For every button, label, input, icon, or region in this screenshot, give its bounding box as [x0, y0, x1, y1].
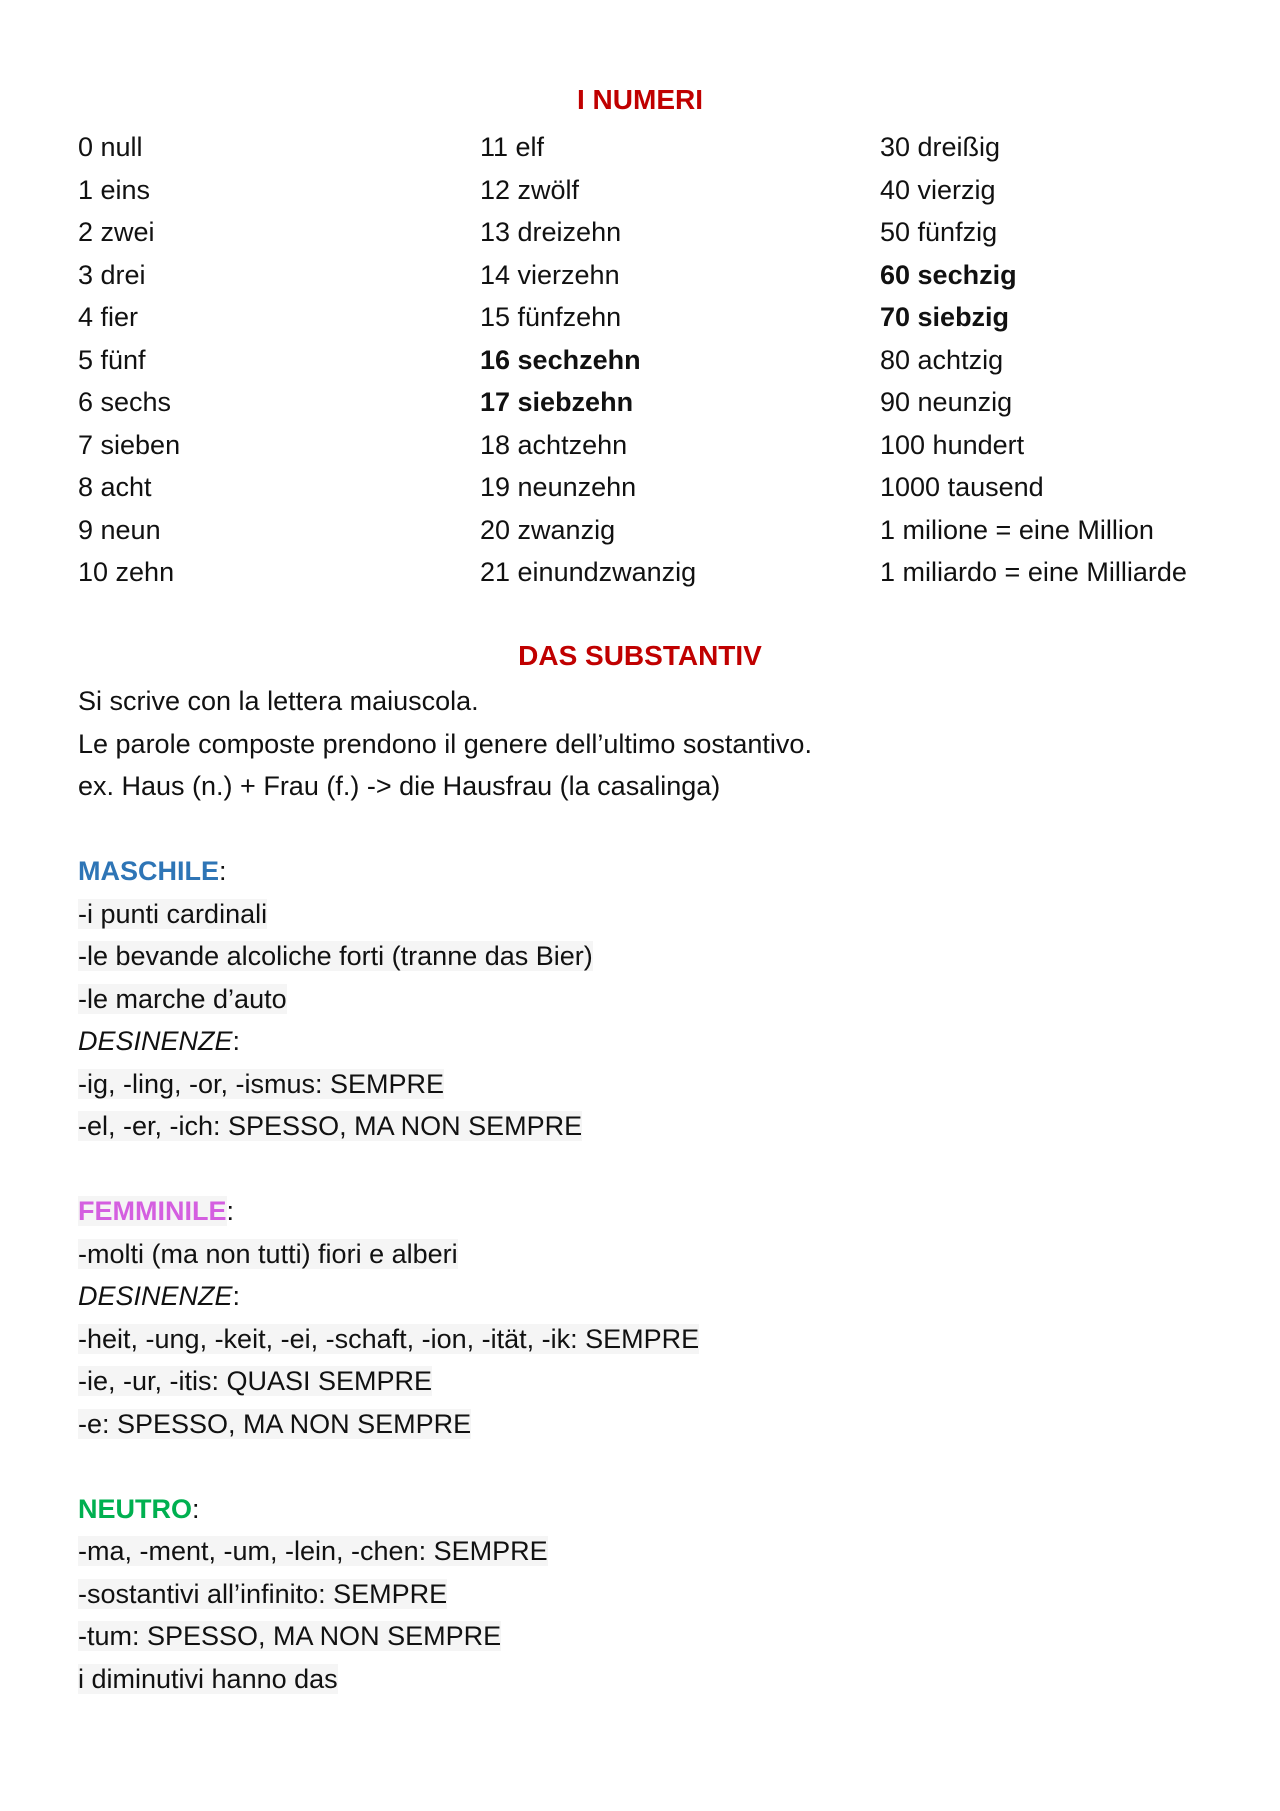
number-row: 3 drei	[78, 259, 146, 290]
intro-line: Si scrive con la lettera maiuscola.	[78, 686, 479, 716]
number-row: 50 fünfzig	[880, 217, 998, 247]
spacer	[78, 1148, 812, 1191]
neutro-ending: i diminutivi hanno das	[78, 1663, 338, 1694]
numbers-title: I NUMERI	[577, 84, 703, 115]
number-row: 1 eins	[78, 174, 151, 205]
number-row: 1000 tausend	[880, 472, 1044, 502]
number-row: 40 vierzig	[880, 174, 996, 205]
maschile-desinenze-colon: :	[232, 1026, 241, 1056]
number-row: 0 null	[78, 132, 143, 162]
spacer	[78, 1445, 812, 1488]
neutro-ending: -tum: SPESSO, MA NON SEMPRE	[78, 1621, 502, 1651]
number-row: 11 elf	[480, 132, 545, 162]
number-row: 5 fünf	[78, 344, 146, 375]
number-row: 12 zwölf	[480, 174, 580, 205]
number-row: 10 zehn	[78, 557, 175, 587]
femminile-desinenze-colon: :	[232, 1281, 241, 1311]
number-row: 14 vierzehn	[480, 259, 620, 290]
number-row: 2 zwei	[78, 217, 155, 247]
number-row: 20 zwanzig	[480, 514, 616, 545]
maschile-rule: -le marche d’auto	[78, 983, 287, 1014]
number-row: 8 acht	[78, 472, 152, 502]
femminile-desinenze-label: DESINENZE	[78, 1281, 233, 1311]
maschile-colon: :	[219, 856, 227, 886]
number-row: 19 neunzehn	[480, 472, 637, 502]
maschile-ending: -el, -er, -ich: SPESSO, MA NON SEMPRE	[78, 1111, 583, 1141]
intro-line: ex. Haus (n.) + Frau (f.) -> die Hausfrau (la casalinga)	[78, 771, 721, 801]
number-row: 30 dreißig	[880, 132, 1001, 162]
number-row-bold: 70 siebzig	[880, 302, 1010, 332]
numbers-column-2	[480, 126, 696, 594]
femminile-ending: -e: SPESSO, MA NON SEMPRE	[78, 1408, 472, 1439]
number-row: 100 hundert	[880, 429, 1025, 460]
number-row-bold: 17 siebzehn	[480, 387, 634, 417]
number-row: 1 miliardo = eine Milliarde	[880, 557, 1187, 587]
neutro-heading-line	[78, 1488, 812, 1531]
maschile-heading: MASCHILE	[78, 856, 219, 886]
spacer	[78, 808, 812, 851]
maschile-desinenze-label: DESINENZE	[78, 1026, 233, 1056]
numbers-column-3	[880, 126, 1187, 594]
maschile-heading-line	[78, 850, 812, 893]
number-row-bold: 60 sechzig	[880, 259, 1017, 290]
femminile-ending: -ie, -ur, -itis: QUASI SEMPRE	[78, 1366, 433, 1396]
neutro-heading: NEUTRO	[78, 1493, 192, 1524]
femminile-heading: FEMMINILE	[78, 1196, 227, 1226]
neutro-ending: -ma, -ment, -um, -lein, -chen: SEMPRE	[78, 1536, 548, 1566]
intro-line: Le parole composte prendono il genere dell’ultimo sostantivo.	[78, 728, 812, 759]
neutro-ending: -sostantivi all’infinito: SEMPRE	[78, 1578, 448, 1609]
number-row: 15 fünfzehn	[480, 302, 622, 332]
numbers-column-1	[78, 126, 180, 594]
femminile-heading-line	[78, 1190, 812, 1233]
femminile-rule: -molti (ma non tutti) fiori e alberi	[78, 1238, 458, 1269]
maschile-ending: -ig, -ling, -or, -ismus: SEMPRE	[78, 1068, 445, 1099]
number-row: 80 achtzig	[880, 344, 1004, 375]
number-row: 13 dreizehn	[480, 217, 622, 247]
number-row: 4 fier	[78, 302, 139, 332]
number-row: 9 neun	[78, 514, 161, 545]
number-row: 21 einundzwanzig	[480, 557, 697, 587]
number-row: 18 achtzehn	[480, 429, 628, 460]
number-row: 7 sieben	[78, 429, 181, 460]
neutro-colon: :	[192, 1493, 200, 1524]
number-row-bold: 16 sechzehn	[480, 344, 641, 375]
number-row: 90 neunzig	[880, 387, 1013, 417]
number-row: 1 milione = eine Million	[880, 514, 1154, 545]
number-row: 6 sechs	[78, 387, 172, 417]
femminile-colon: :	[226, 1196, 235, 1226]
substantiv-body	[78, 680, 812, 1700]
femminile-ending: -heit, -ung, -keit, -ei, -schaft, -ion, -ität, -ik: SEMPRE	[78, 1323, 700, 1354]
maschile-rule: -le bevande alcoliche forti (tranne das Bier)	[78, 941, 593, 971]
maschile-rule: -i punti cardinali	[78, 898, 268, 929]
substantiv-title: DAS SUBSTANTIV	[518, 640, 762, 671]
